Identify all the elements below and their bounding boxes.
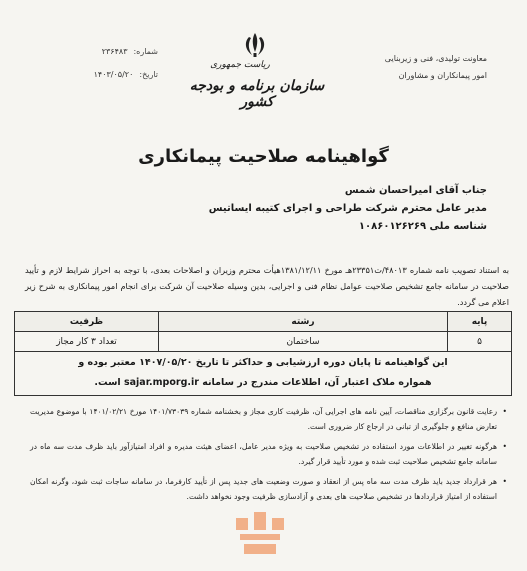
issuing-department (367, 50, 487, 84)
grade-cell: ۵ (448, 332, 512, 352)
bullet-icon: • (502, 442, 507, 451)
addressee-name: جناب آقای امیراحسان شمس (344, 185, 487, 196)
validity-line-2: همواره ملاک اعتبار آن، اطلاعات مندرج در سامانه sajar.mporg.ir است. (94, 377, 432, 388)
capacity-cell: تعداد ۳ کار مجاز (15, 332, 159, 352)
addressee-block (187, 182, 487, 236)
table-row (15, 332, 512, 352)
note-text: هرگونه تغییر در اطلاعات مورد استفاده در تشخیص صلاحیت به ویژه مدیر عامل، اعضای هیئت مدیره و افراد امتیازآور باید ظرف مدت سه ماه در سامانه جامع تشخیص صلاحیت ثبت شده و مورد تأیید قرار گیرد. (30, 442, 497, 466)
field-header: رشته (159, 312, 448, 332)
document-number: ۲۳۶۴۸۳ (101, 47, 128, 56)
validity-statement (14, 350, 512, 396)
capacity-header: ظرفیت (15, 312, 159, 332)
field-cell: ساختمان (159, 332, 448, 352)
organization-name: سازمان برنامه و بودجه کشور (189, 78, 325, 110)
note-item (30, 404, 507, 434)
notes-list (30, 404, 507, 509)
document-date-label: تاریخ: (139, 70, 158, 79)
note-item (30, 439, 507, 469)
validity-line-1: این گواهینامه تا پایان دوره ارزشیابی و حداکثر تا تاریخ ۱۴۰۷/۰۵/۲۰ معتبر بوده و (78, 357, 448, 368)
note-text: هر قرارداد جدید باید ظرف مدت سه ماه پس از انعقاد و صورت وضعیت های جدید پس از تأیید کارفرما، در سامانه ساجات ثبت شود، وگرنه امکان استفاده از امتیاز قراردادها در تشخیص صلاحیت های بعدی و آزادسازی ظرفیت وجود نخواهد داشت. (30, 477, 497, 501)
bullet-icon: • (502, 477, 507, 486)
note-text: رعایت قانون برگزاری مناقصات، آیین نامه های اجرایی آن، ظرفیت کاری مجاز و بخشنامه شماره ۱۴۰۱/۷۳۰۳۹ مورخ ۱۴۰۱/۰۲/۲۱ با موضوع مدیریت تعارض منافع و جلوگیری از تبانی در ارجاع کار ضروری است. (30, 407, 497, 431)
table-header-row (15, 312, 512, 332)
document-meta (38, 40, 158, 86)
presidency-label: ریاست جمهوری (210, 60, 270, 70)
grade-header: پایه (448, 312, 512, 332)
deputy-name: معاونت تولیدی، فنی و زیربنایی (384, 54, 487, 63)
document-number-row (38, 40, 158, 63)
note-item (30, 474, 507, 504)
qualification-table (14, 311, 512, 352)
intro-paragraph: به استناد تصویب نامه شماره ۴۸۰۱۳/ت۲۳۳۵۱هـ مورخ ۱۳۸۱/۱۲/۱۱هیأت محترم وزیران و اصلاحات بعدی، با توجه به احراز شرایط لازم و تأیید صلاحیت در سامانه جامع تشخیص صلاحیت عوامل نظام فنی و اجرایی، بدین وسیله صلاحیت آن شرکت برای انجام امور پیمانکاری به شرح زیر اعلام می گردد. (25, 265, 509, 307)
iran-emblem-icon (240, 30, 270, 60)
document-date-row (38, 63, 158, 86)
watermark-logo-icon (230, 508, 290, 558)
department-name: امور پیمانکاران و مشاوران (398, 71, 487, 80)
document-date: ۱۴۰۳/۰۵/۲۰ (93, 70, 134, 79)
bullet-icon: • (502, 407, 507, 416)
certificate-title: گواهینامه صلاحیت پیمانکاری (138, 146, 389, 167)
national-id: شناسه ملی ۱۰۸۶۰۱۲۶۲۶۹ (358, 221, 487, 232)
document-number-label: شماره: (133, 47, 158, 56)
addressee-position: مدیر عامل محترم شرکت طراحی و اجرای کتیبه ایساتیس (208, 203, 487, 214)
